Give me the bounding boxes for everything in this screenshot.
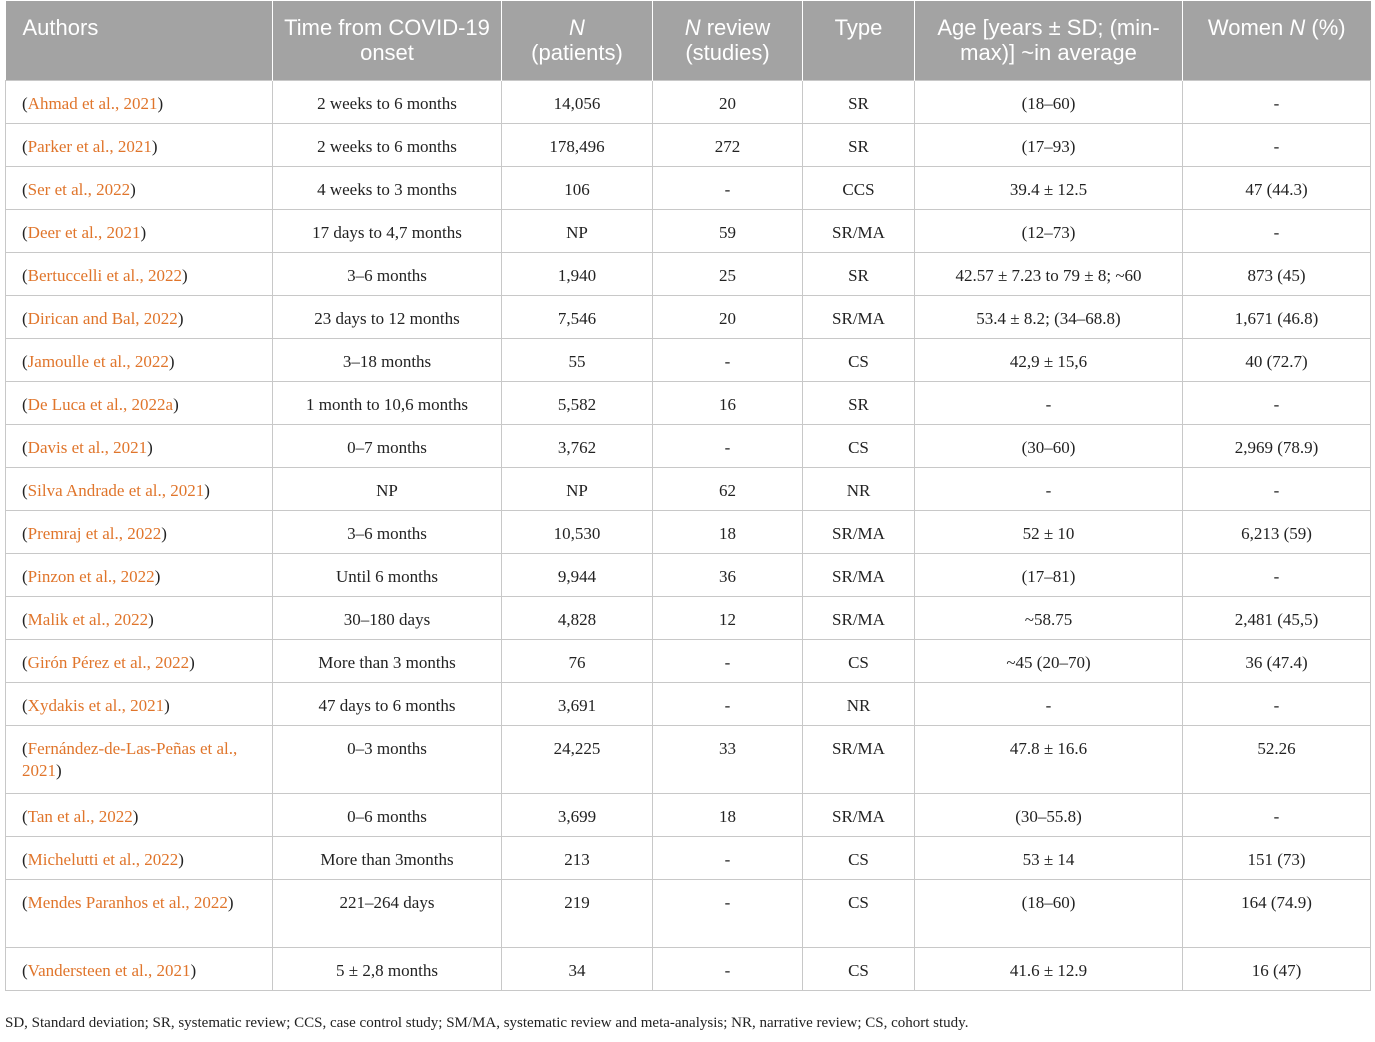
reference-link[interactable]: Mendes Paranhos et al., 2022 <box>27 892 228 912</box>
reference-link[interactable]: Bertuccelli et al., 2022 <box>27 265 183 285</box>
cell-women: 1,671 (46.8) <box>1183 295 1371 338</box>
reference-link[interactable]: Tan et al., 2022 <box>27 806 133 826</box>
cell-n-review: - <box>653 639 803 682</box>
cell-women: - <box>1183 381 1371 424</box>
cell-time: 0–6 months <box>273 793 502 836</box>
cell-type: CS <box>803 879 915 947</box>
cell-time: 0–3 months <box>273 725 502 793</box>
cell-n-review: 12 <box>653 596 803 639</box>
cell-type: SR/MA <box>803 553 915 596</box>
reference-link[interactable]: Fernández-de-Las-Peñas et al., 2021 <box>22 738 238 780</box>
cell-time: 221–264 days <box>273 879 502 947</box>
header-n-patients: N (patients) <box>502 1 653 80</box>
header-type: Type <box>803 1 915 80</box>
cell-n-patients: 178,496 <box>502 123 653 166</box>
cell-n-review: - <box>653 836 803 879</box>
cell-authors: (Mendes Paranhos et al., 2022) <box>6 879 273 947</box>
cell-n-patients: 76 <box>502 639 653 682</box>
cell-time: 3–6 months <box>273 510 502 553</box>
table-row <box>6 80 1371 123</box>
cell-women: - <box>1183 793 1371 836</box>
cell-type: SR <box>803 252 915 295</box>
cell-authors: (Ser et al., 2022) <box>6 166 273 209</box>
table-row <box>6 467 1371 510</box>
cell-n-patients: NP <box>502 467 653 510</box>
data-table <box>5 1 1371 991</box>
cell-age: (30–55.8) <box>915 793 1183 836</box>
table-footnote: SD, Standard deviation; SR, systematic review; CCS, case control study; SM/MA, systematic review and meta-analysis; NR, narrative review; CS, cohort study. <box>5 1015 969 1031</box>
cell-authors: (Davis et al., 2021) <box>6 424 273 467</box>
cell-n-review: 62 <box>653 467 803 510</box>
cell-time: Until 6 months <box>273 553 502 596</box>
cell-age: 53.4 ± 8.2; (34–68.8) <box>915 295 1183 338</box>
cell-authors: (Tan et al., 2022) <box>6 793 273 836</box>
cell-n-review: 20 <box>653 295 803 338</box>
header-n-review: N review (studies) <box>653 1 803 80</box>
cell-authors: (Premraj et al., 2022) <box>6 510 273 553</box>
cell-type: SR/MA <box>803 725 915 793</box>
reference-link[interactable]: Vandersteen et al., 2021 <box>27 960 191 980</box>
cell-n-review: 33 <box>653 725 803 793</box>
cell-n-review: - <box>653 682 803 725</box>
cell-n-review: 20 <box>653 80 803 123</box>
cell-authors: (Xydakis et al., 2021) <box>6 682 273 725</box>
cell-authors: (Bertuccelli et al., 2022) <box>6 252 273 295</box>
cell-age: 47.8 ± 16.6 <box>915 725 1183 793</box>
table-row <box>6 338 1371 381</box>
reference-link[interactable]: Dirican and Bal, 2022 <box>27 308 178 328</box>
table-row <box>6 836 1371 879</box>
table-row <box>6 553 1371 596</box>
cell-n-patients: 3,691 <box>502 682 653 725</box>
cell-n-patients: 7,546 <box>502 295 653 338</box>
reference-link[interactable]: Ahmad et al., 2021 <box>27 93 158 113</box>
cell-age: 53 ± 14 <box>915 836 1183 879</box>
cell-n-patients: 219 <box>502 879 653 947</box>
cell-n-patients: 3,762 <box>502 424 653 467</box>
cell-time: More than 3 months <box>273 639 502 682</box>
cell-type: CS <box>803 836 915 879</box>
header-row <box>6 1 1371 80</box>
cell-authors: (Pinzon et al., 2022) <box>6 553 273 596</box>
cell-n-review: - <box>653 947 803 990</box>
cell-women: 2,481 (45,5) <box>1183 596 1371 639</box>
cell-n-review: - <box>653 338 803 381</box>
reference-link[interactable]: Parker et al., 2021 <box>27 136 152 156</box>
cell-authors: (Malik et al., 2022) <box>6 596 273 639</box>
table-container <box>5 1 1370 991</box>
cell-n-patients: 14,056 <box>502 80 653 123</box>
cell-time: 3–18 months <box>273 338 502 381</box>
table-row <box>6 381 1371 424</box>
cell-type: CS <box>803 947 915 990</box>
cell-time: 2 weeks to 6 months <box>273 80 502 123</box>
cell-n-patients: NP <box>502 209 653 252</box>
cell-n-patients: 9,944 <box>502 553 653 596</box>
cell-time: More than 3months <box>273 836 502 879</box>
cell-type: SR <box>803 123 915 166</box>
cell-n-review: 25 <box>653 252 803 295</box>
cell-n-review: 272 <box>653 123 803 166</box>
header-authors: Authors <box>6 1 273 80</box>
cell-time: 4 weeks to 3 months <box>273 166 502 209</box>
reference-link[interactable]: Ser et al., 2022 <box>27 179 131 199</box>
cell-n-review: - <box>653 166 803 209</box>
cell-type: SR/MA <box>803 510 915 553</box>
cell-time: 2 weeks to 6 months <box>273 123 502 166</box>
cell-age: (12–73) <box>915 209 1183 252</box>
cell-type: SR/MA <box>803 793 915 836</box>
cell-age: 39.4 ± 12.5 <box>915 166 1183 209</box>
table-row <box>6 510 1371 553</box>
reference-link[interactable]: Girón Pérez et al., 2022 <box>27 652 190 672</box>
cell-n-patients: 5,582 <box>502 381 653 424</box>
reference-link[interactable]: Davis et al., 2021 <box>27 437 148 457</box>
header-women: Women N (%) <box>1183 1 1371 80</box>
cell-age: - <box>915 682 1183 725</box>
table-row <box>6 682 1371 725</box>
cell-time: 47 days to 6 months <box>273 682 502 725</box>
table-row <box>6 424 1371 467</box>
cell-time: 23 days to 12 months <box>273 295 502 338</box>
table-row <box>6 252 1371 295</box>
table-row <box>6 725 1371 793</box>
cell-type: CS <box>803 639 915 682</box>
cell-age: ~58.75 <box>915 596 1183 639</box>
cell-women: 16 (47) <box>1183 947 1371 990</box>
reference-link[interactable]: Deer et al., 2021 <box>27 222 141 242</box>
cell-authors: (Fernández-de-Las-Peñas et al., 2021) <box>6 725 273 793</box>
table-row <box>6 123 1371 166</box>
cell-women: - <box>1183 467 1371 510</box>
cell-n-patients: 4,828 <box>502 596 653 639</box>
cell-type: SR/MA <box>803 209 915 252</box>
cell-type: SR/MA <box>803 596 915 639</box>
cell-time: 1 month to 10,6 months <box>273 381 502 424</box>
cell-type: SR/MA <box>803 295 915 338</box>
cell-women: 36 (47.4) <box>1183 639 1371 682</box>
cell-authors: (De Luca et al., 2022a) <box>6 381 273 424</box>
cell-n-patients: 213 <box>502 836 653 879</box>
header-time: Time from COVID-19 onset <box>273 1 502 80</box>
cell-n-review: 18 <box>653 793 803 836</box>
reference-link[interactable]: De Luca et al., 2022a <box>27 394 174 414</box>
cell-women: 164 (74.9) <box>1183 879 1371 947</box>
reference-link[interactable]: Pinzon et al., 2022 <box>27 566 155 586</box>
table-row <box>6 879 1371 947</box>
cell-n-patients: 24,225 <box>502 725 653 793</box>
cell-n-patients: 55 <box>502 338 653 381</box>
cell-women: - <box>1183 553 1371 596</box>
cell-time: 17 days to 4,7 months <box>273 209 502 252</box>
cell-n-review: 16 <box>653 381 803 424</box>
cell-n-patients: 106 <box>502 166 653 209</box>
reference-link[interactable]: Xydakis et al., 2021 <box>27 695 165 715</box>
table-body <box>6 80 1371 990</box>
reference-link[interactable]: Jamoulle et al., 2022 <box>27 351 169 371</box>
cell-type: SR <box>803 381 915 424</box>
cell-n-patients: 10,530 <box>502 510 653 553</box>
cell-time: 30–180 days <box>273 596 502 639</box>
cell-n-review: 18 <box>653 510 803 553</box>
cell-age: ~45 (20–70) <box>915 639 1183 682</box>
cell-age: - <box>915 381 1183 424</box>
table-row <box>6 166 1371 209</box>
table-row <box>6 209 1371 252</box>
cell-n-patients: 1,940 <box>502 252 653 295</box>
cell-age: - <box>915 467 1183 510</box>
cell-n-patients: 34 <box>502 947 653 990</box>
cell-type: NR <box>803 682 915 725</box>
cell-women: - <box>1183 682 1371 725</box>
cell-age: (18–60) <box>915 80 1183 123</box>
cell-n-review: 59 <box>653 209 803 252</box>
table-row <box>6 295 1371 338</box>
cell-authors: (Jamoulle et al., 2022) <box>6 338 273 381</box>
cell-type: CS <box>803 338 915 381</box>
cell-women: 40 (72.7) <box>1183 338 1371 381</box>
cell-time: NP <box>273 467 502 510</box>
cell-women: 151 (73) <box>1183 836 1371 879</box>
cell-n-patients: 3,699 <box>502 793 653 836</box>
cell-age: (17–93) <box>915 123 1183 166</box>
header-age: Age [years ± SD; (min-max)] ~in average <box>915 1 1183 80</box>
cell-age: (30–60) <box>915 424 1183 467</box>
cell-authors: (Girón Pérez et al., 2022) <box>6 639 273 682</box>
cell-type: CCS <box>803 166 915 209</box>
reference-link[interactable]: Michelutti et al., 2022 <box>27 849 179 869</box>
cell-authors: (Michelutti et al., 2022) <box>6 836 273 879</box>
reference-link[interactable]: Silva Andrade et al., 2021 <box>27 480 205 500</box>
cell-type: NR <box>803 467 915 510</box>
cell-authors: (Dirican and Bal, 2022) <box>6 295 273 338</box>
cell-age: 42.57 ± 7.23 to 79 ± 8; ~60 <box>915 252 1183 295</box>
cell-age: (18–60) <box>915 879 1183 947</box>
reference-link[interactable]: Premraj et al., 2022 <box>27 523 162 543</box>
cell-time: 3–6 months <box>273 252 502 295</box>
cell-women: 6,213 (59) <box>1183 510 1371 553</box>
cell-women: - <box>1183 80 1371 123</box>
table-row <box>6 793 1371 836</box>
cell-age: 41.6 ± 12.9 <box>915 947 1183 990</box>
table-row <box>6 639 1371 682</box>
cell-authors: (Silva Andrade et al., 2021) <box>6 467 273 510</box>
cell-time: 0–7 months <box>273 424 502 467</box>
cell-women: 52.26 <box>1183 725 1371 793</box>
cell-n-review: 36 <box>653 553 803 596</box>
cell-type: SR <box>803 80 915 123</box>
cell-n-review: - <box>653 424 803 467</box>
cell-authors: (Ahmad et al., 2021) <box>6 80 273 123</box>
cell-age: 42,9 ± 15,6 <box>915 338 1183 381</box>
cell-women: - <box>1183 123 1371 166</box>
cell-type: CS <box>803 424 915 467</box>
cell-women: - <box>1183 209 1371 252</box>
cell-age: (17–81) <box>915 553 1183 596</box>
cell-women: 873 (45) <box>1183 252 1371 295</box>
cell-authors: (Parker et al., 2021) <box>6 123 273 166</box>
cell-authors: (Vandersteen et al., 2021) <box>6 947 273 990</box>
cell-age: 52 ± 10 <box>915 510 1183 553</box>
table-row <box>6 596 1371 639</box>
cell-n-review: - <box>653 879 803 947</box>
cell-women: 2,969 (78.9) <box>1183 424 1371 467</box>
reference-link[interactable]: Malik et al., 2022 <box>27 609 149 629</box>
table-row <box>6 947 1371 990</box>
cell-women: 47 (44.3) <box>1183 166 1371 209</box>
cell-authors: (Deer et al., 2021) <box>6 209 273 252</box>
cell-time: 5 ± 2,8 months <box>273 947 502 990</box>
